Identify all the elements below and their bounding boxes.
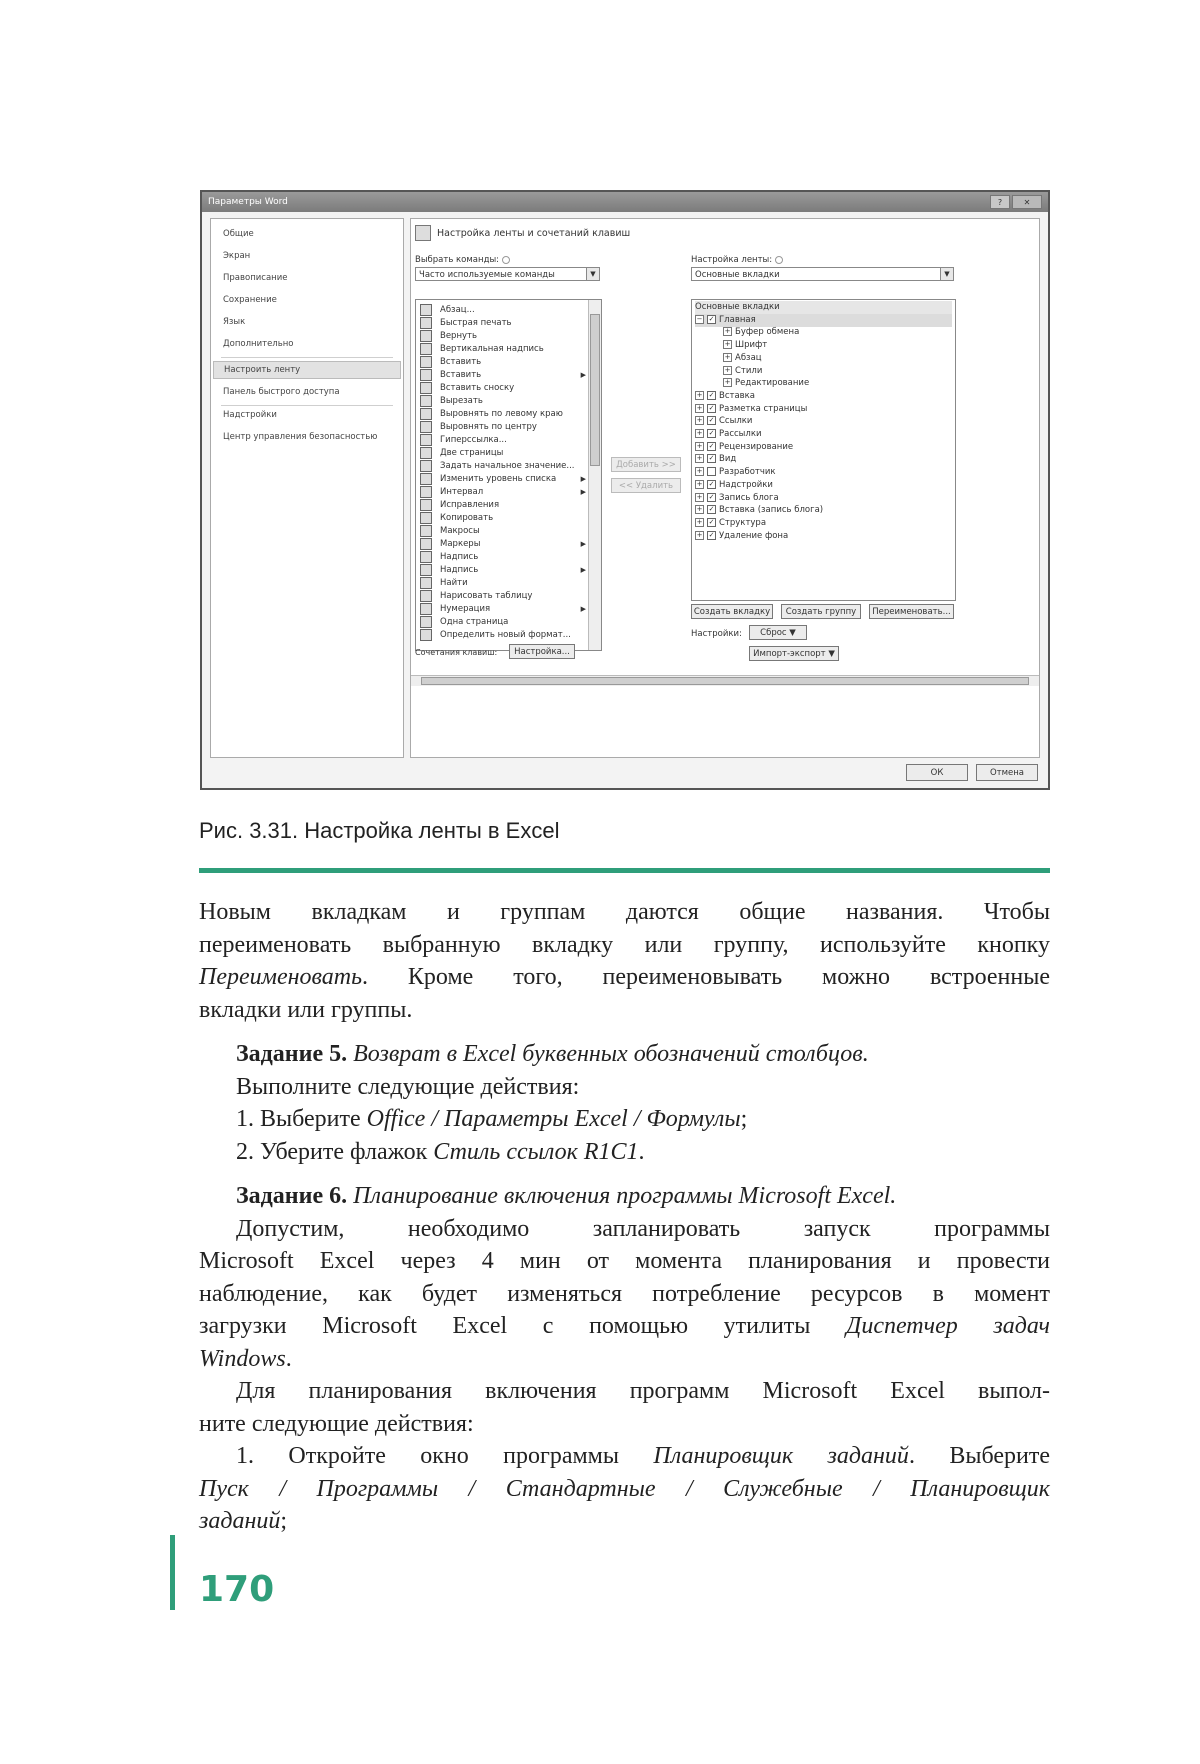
tree-node-label: Рецензирование — [719, 441, 794, 452]
command-item[interactable] — [420, 537, 588, 551]
checkbox[interactable]: ✓ — [708, 416, 715, 425]
nav-item[interactable]: Экран — [223, 251, 251, 261]
shortcuts-customize-button[interactable]: Настройка... — [509, 644, 575, 659]
paragraph-line: загрузки Microsoft Excel с помощью утилиты Диспетчер задач — [199, 1313, 1051, 1339]
chevron-down-icon: ▼ — [940, 268, 953, 280]
command-icon — [420, 525, 432, 537]
tree-node[interactable] — [695, 403, 807, 416]
command-item[interactable] — [420, 446, 588, 460]
command-icon — [420, 551, 432, 563]
command-item[interactable] — [420, 576, 588, 590]
command-item[interactable] — [420, 407, 588, 421]
customizations-label: Настройки: — [691, 629, 742, 639]
page-number-bar — [170, 1535, 175, 1610]
tree-node[interactable] — [695, 314, 952, 327]
submenu-arrow-icon: ▶ — [580, 371, 586, 379]
command-label: Найти — [440, 578, 468, 588]
command-item[interactable] — [420, 355, 588, 369]
checkbox[interactable]: ✓ — [708, 429, 715, 437]
task6-heading: Задание 6. Планирование включения программы Microsoft Excel. — [236, 1183, 897, 1209]
ok-button[interactable]: ОК — [906, 764, 968, 781]
task5-heading: Задание 5. Возврат в Excel буквенных обозначений столбцов. — [236, 1041, 869, 1067]
nav-item[interactable]: Сохранение — [223, 295, 277, 305]
expand-icon[interactable]: + — [696, 530, 703, 539]
checkbox[interactable]: ✓ — [708, 441, 715, 450]
expand-icon[interactable]: + — [724, 327, 731, 336]
horizontal-scrollbar[interactable] — [411, 675, 1039, 686]
paragraph-line: Допустим, необходимо запланировать запуск программы — [236, 1215, 1050, 1242]
command-label: Вернуть — [440, 331, 478, 341]
paragraph-line: Microsoft Excel через 4 мин от момента планирования и провести — [199, 1248, 1050, 1274]
left-nav — [210, 218, 404, 758]
command-label: Абзац... — [440, 305, 475, 315]
command-icon — [420, 616, 432, 628]
command-icon — [420, 395, 432, 407]
tree-node-label: Вид — [719, 454, 737, 465]
command-icon — [420, 356, 432, 368]
scroll-thumb[interactable] — [590, 314, 600, 466]
tree-node — [695, 301, 952, 314]
rename-button[interactable]: Переименовать... — [869, 604, 954, 619]
command-label: Маркеры — [440, 539, 481, 549]
command-item[interactable] — [420, 394, 588, 408]
tree-node[interactable] — [695, 504, 823, 517]
command-item[interactable] — [420, 589, 588, 603]
nav-item[interactable]: Центр управления безопасностью — [223, 432, 378, 442]
figure-screenshot — [200, 190, 1050, 790]
command-item[interactable] — [420, 368, 588, 382]
command-item[interactable] — [420, 329, 588, 343]
paragraph-line: наблюдение, как будет изменяться потребление ресурсов в момент — [199, 1280, 1050, 1307]
nav-separator — [221, 357, 393, 358]
command-label: Надпись — [440, 552, 479, 562]
checkbox[interactable]: ✓ — [708, 403, 715, 412]
collapse-icon[interactable]: − — [696, 314, 703, 323]
commands-scrollbar[interactable] — [588, 300, 601, 650]
checkbox[interactable]: ✓ — [708, 390, 715, 399]
command-icon — [420, 447, 432, 459]
checkbox[interactable]: ✓ — [708, 479, 715, 488]
checkbox[interactable]: ✓ — [708, 517, 715, 526]
command-icon — [420, 499, 432, 511]
expand-icon[interactable]: + — [724, 340, 731, 349]
remove-button[interactable]: << Удалить — [611, 478, 681, 493]
task5-step1: 1. Выберите Office / Параметры Excel / Формулы; — [236, 1106, 748, 1132]
command-label: Макросы — [440, 526, 480, 536]
body-text — [199, 896, 1050, 1538]
customize-ribbon-combo[interactable]: Основные вкладки ▼ — [691, 267, 954, 281]
cancel-button[interactable]: Отмена — [976, 764, 1038, 781]
reset-button[interactable]: Сброс ▼ — [749, 625, 807, 640]
tree-node-label: Надстройки — [719, 479, 773, 490]
help-button[interactable]: ? — [990, 195, 1010, 209]
new-tab-button[interactable]: Создать вкладку — [691, 604, 773, 619]
tree-node[interactable] — [723, 339, 767, 352]
command-label: Выровнять по левому краю — [440, 409, 563, 419]
command-icon — [420, 538, 432, 550]
main-panel — [410, 218, 1040, 758]
nav-item[interactable]: Настроить ленту — [213, 361, 401, 379]
tree-node-label: Вставка — [719, 390, 756, 401]
command-item[interactable] — [420, 381, 588, 395]
command-label: Интервал — [440, 487, 484, 497]
command-label: Определить новый формат... — [440, 630, 571, 640]
expand-icon[interactable]: + — [724, 378, 731, 387]
command-icon — [420, 577, 432, 589]
expand-icon[interactable]: + — [696, 429, 703, 437]
task5-step2: 2. Уберите флажок Стиль ссылок R1C1. — [236, 1138, 645, 1165]
step1-line: 1. Откройте окно программы Планировщик заданий. Выберите — [236, 1443, 1050, 1469]
panel-header: Настройка ленты и сочетаний клавиш — [437, 228, 631, 239]
command-icon — [420, 629, 432, 641]
command-label: Вырезать — [440, 396, 483, 406]
nav-item[interactable]: Надстройки — [223, 410, 277, 420]
tree-node-label: Удаление фона — [719, 530, 789, 541]
command-label: Исправления — [440, 500, 500, 510]
expand-icon[interactable]: + — [696, 403, 703, 412]
command-label: Задать начальное значение... — [440, 461, 575, 471]
command-icon — [420, 434, 432, 446]
hscroll-thumb[interactable] — [421, 677, 1029, 685]
command-label: Вертикальная надпись — [440, 344, 544, 354]
tree-node-label: Главная — [719, 314, 756, 325]
nav-item[interactable]: Правописание — [223, 273, 288, 283]
expand-icon[interactable]: + — [696, 441, 703, 450]
tree-node[interactable] — [695, 390, 755, 403]
options-dialog — [210, 218, 1040, 758]
dialog-buttons — [202, 758, 1048, 788]
tree-node-label: Рассылки — [719, 429, 762, 439]
tree-node[interactable] — [695, 453, 736, 466]
command-item[interactable] — [420, 459, 588, 473]
close-button[interactable]: ✕ — [1012, 195, 1042, 209]
step1-line: заданий; — [199, 1508, 288, 1534]
tree-node-label: Ссылки — [719, 416, 753, 427]
command-label: Гиперссылка... — [440, 435, 507, 445]
checkbox[interactable]: ✓ — [708, 530, 715, 539]
paragraph-line: Переименовать. Кроме того, переименовывать можно встроенные — [199, 964, 1050, 990]
ribbon-tree[interactable] — [691, 299, 956, 601]
tree-node-label: Вставка (запись блога) — [719, 505, 824, 516]
command-item[interactable] — [420, 433, 588, 447]
step1-line: Пуск / Программы / Стандартные / Служебные / Планировщик — [199, 1475, 1050, 1502]
paragraph-line: вкладки или группы. — [199, 996, 413, 1023]
command-item[interactable] — [420, 485, 588, 499]
tree-node[interactable] — [695, 415, 752, 428]
paragraph-line: Для планирования включения программ Microsoft Excel выпол- — [236, 1378, 1050, 1404]
command-label: Быстрая печать — [440, 318, 512, 328]
new-group-button[interactable]: Создать группу — [781, 604, 861, 619]
tree-node-label: Запись блога — [719, 492, 779, 503]
command-item[interactable] — [420, 316, 588, 330]
tree-node[interactable] — [723, 326, 799, 339]
expand-icon[interactable]: + — [696, 479, 703, 488]
commands-list[interactable] — [415, 299, 602, 651]
command-icon — [420, 369, 432, 381]
add-button[interactable]: Добавить >> — [611, 457, 681, 472]
submenu-arrow-icon: ▶ — [580, 475, 586, 483]
command-item[interactable] — [420, 550, 588, 564]
command-icon — [420, 486, 432, 498]
paragraph-line: Новым вкладкам и группам даются общие названия. Чтобы — [199, 899, 1050, 925]
tree-node[interactable] — [723, 365, 762, 378]
command-icon — [420, 304, 432, 316]
tree-node[interactable] — [695, 479, 773, 492]
command-item[interactable] — [420, 472, 588, 486]
command-icon — [420, 421, 432, 433]
tree-node[interactable] — [695, 517, 766, 530]
submenu-arrow-icon: ▶ — [580, 488, 586, 496]
customize-ribbon-label: Настройка ленты: — [691, 255, 783, 265]
choose-commands-label: Выбрать команды: — [415, 255, 510, 265]
tree-node[interactable] — [723, 352, 762, 365]
expand-icon[interactable]: + — [724, 352, 731, 361]
paragraph-line: ните следующие действия: — [199, 1410, 474, 1437]
expand-icon[interactable]: + — [696, 505, 703, 514]
tree-node-label: Буфер обмена — [735, 327, 800, 338]
command-label: Нумерация — [440, 604, 491, 614]
tree-node-label: Шрифт — [735, 340, 768, 351]
tree-node[interactable] — [695, 466, 776, 479]
command-icon — [420, 317, 432, 329]
command-label: Копировать — [440, 513, 494, 523]
expand-icon[interactable]: + — [696, 454, 703, 463]
command-item[interactable] — [420, 563, 588, 577]
tree-node[interactable] — [695, 530, 788, 543]
expand-icon[interactable]: + — [724, 365, 731, 374]
window-title: Параметры Word — [208, 197, 288, 207]
command-item[interactable] — [420, 303, 588, 317]
submenu-arrow-icon: ▶ — [580, 566, 586, 574]
ribbon-settings-icon — [415, 225, 431, 241]
submenu-arrow-icon: ▶ — [580, 540, 586, 548]
command-item[interactable] — [420, 342, 588, 356]
command-icon — [420, 473, 432, 485]
command-label: Изменить уровень списка — [440, 474, 557, 484]
tree-node-label: Стили — [735, 365, 763, 376]
figure-caption: Рис. 3.31. Настройка ленты в Excel — [199, 818, 560, 843]
nav-separator — [221, 405, 393, 406]
title-bar — [202, 192, 1048, 212]
command-icon — [420, 564, 432, 576]
expand-icon[interactable]: + — [696, 416, 703, 425]
command-item[interactable] — [420, 602, 588, 616]
checkbox[interactable] — [707, 467, 716, 476]
nav-item[interactable]: Язык — [223, 317, 246, 327]
command-icon — [420, 512, 432, 524]
command-icon — [420, 330, 432, 342]
tree-node[interactable] — [695, 441, 793, 454]
choose-commands-combo[interactable]: Часто используемые команды ▼ — [415, 267, 600, 281]
tree-node[interactable] — [695, 428, 761, 441]
command-icon — [420, 343, 432, 355]
tree-node-label: Разметка страницы — [719, 403, 808, 414]
command-label: Нарисовать таблицу — [440, 591, 533, 601]
command-item[interactable] — [420, 524, 588, 538]
paragraph-line: Windows. — [199, 1345, 292, 1372]
checkbox[interactable]: ✓ — [708, 454, 715, 463]
tree-node[interactable] — [695, 492, 779, 505]
tree-node-label: Абзац — [735, 352, 762, 363]
tree-node-label: Редактирование — [735, 378, 810, 389]
checkbox[interactable]: ✓ — [708, 492, 715, 501]
tree-node-label: Основные вкладки — [695, 302, 780, 312]
checkbox[interactable]: ✓ — [708, 314, 715, 323]
nav-item[interactable]: Дополнительно — [223, 339, 294, 349]
command-item[interactable] — [420, 628, 588, 642]
command-icon — [420, 460, 432, 472]
submenu-arrow-icon: ▶ — [580, 605, 586, 613]
expand-icon[interactable]: + — [696, 467, 703, 476]
tree-node[interactable] — [723, 377, 809, 390]
command-label: Две страницы — [440, 448, 504, 458]
import-export-button[interactable]: Импорт-экспорт ▼ — [749, 646, 839, 661]
tree-node-label: Разработчик — [719, 467, 776, 478]
tree-node-label: Структура — [719, 517, 767, 528]
command-label: Вставить — [440, 357, 482, 367]
expand-icon[interactable]: + — [696, 492, 703, 501]
command-icon — [420, 603, 432, 615]
command-item[interactable] — [420, 511, 588, 525]
command-item[interactable] — [420, 420, 588, 434]
command-label: Выровнять по центру — [440, 422, 537, 432]
command-icon — [420, 408, 432, 420]
command-item[interactable] — [420, 498, 588, 512]
command-label: Надпись — [440, 565, 479, 575]
page-number: 170 — [199, 1569, 275, 1610]
command-label: Одна страница — [440, 617, 509, 627]
command-label: Вставить сноску — [440, 383, 515, 393]
nav-item[interactable]: Панель быстрого доступа — [223, 387, 340, 397]
shortcuts-label: Сочетания клавиш: — [415, 648, 498, 657]
paragraph-line: переименовать выбранную вкладку или группу, используйте кнопку — [199, 931, 1050, 958]
command-label: Вставить — [440, 370, 482, 380]
task5-intro: Выполните следующие действия: — [236, 1073, 580, 1100]
chevron-down-icon: ▼ — [586, 268, 599, 280]
checkbox[interactable]: ✓ — [708, 505, 715, 514]
nav-item[interactable]: Общие — [223, 229, 254, 239]
section-divider — [199, 868, 1050, 873]
expand-icon[interactable]: + — [696, 390, 703, 399]
command-item[interactable] — [420, 615, 588, 629]
expand-icon[interactable]: + — [696, 517, 703, 526]
command-icon — [420, 590, 432, 602]
command-icon — [420, 382, 432, 394]
